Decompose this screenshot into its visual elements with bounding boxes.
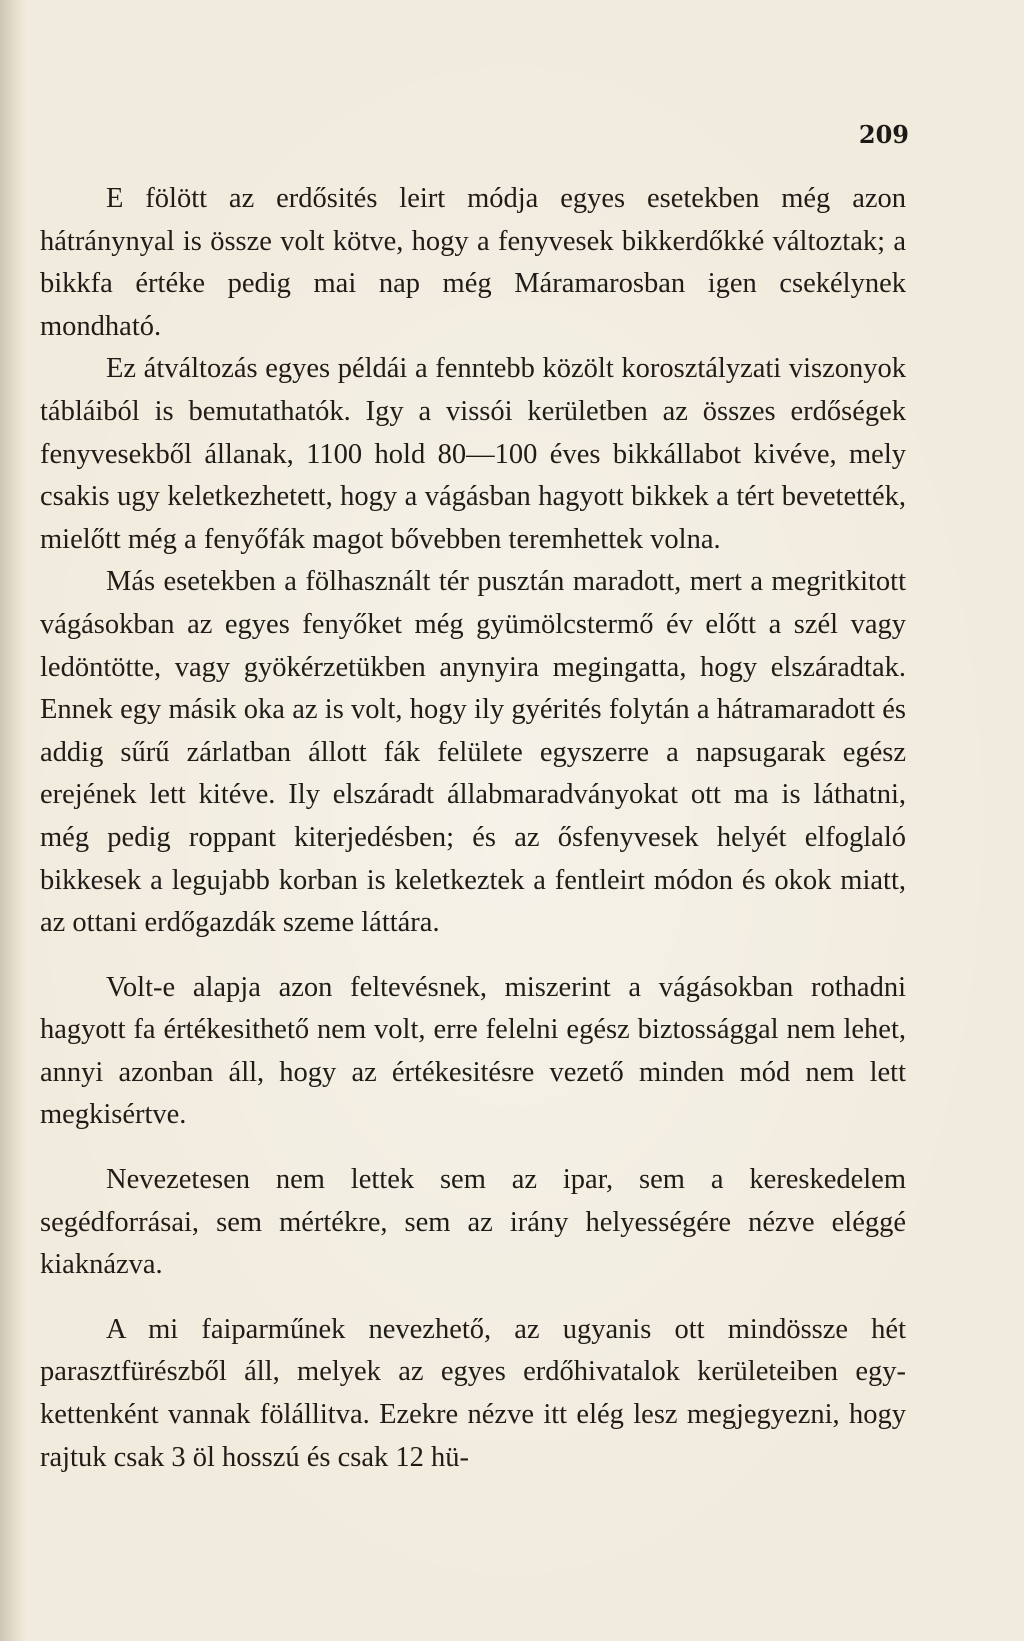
page-number: 209: [858, 120, 909, 149]
paragraph-1: E fölött az erdősités leirt módja egyes esetekben még azon hátránynyal is össze volt kötve, hogy a fenyvesek bikkerdőkké változtak; a bikkfa értéke pedig mai nap még Máramarosban igen csekélynek mondható.: [40, 183, 906, 342]
binding-gutter: [0, 0, 26, 1641]
paragraph-6: A mi faiparműnek nevezhető, az ugyanis ott mindössze hét parasztfürészből áll, melyek az egyes erdőhivatalok kerületeiben egy-kettenként vannak fölállitva. Ezekre nézve itt elég lesz megjegyezni, hogy rajtuk csak 3 öl hosszú és csak 12 hü-: [40, 1313, 906, 1473]
body-text: [40, 178, 906, 1479]
paragraph-5: Nevezetesen nem lettek sem az ipar, sem a kereskedelem segédforrásai, sem mértékre, sem az irány helyességére nézve eléggé kiaknázva.: [40, 1164, 906, 1281]
paragraph-3: Más esetekben a fölhasznált tér pusztán maradott, mert a megritkitott vágásokban az egyes fenyőket még gyümölcstermő év előtt a szél vagy ledöntötte, vagy gyökérzetükben anynyira megingatta, hogy elszáradtak. Ennek egy másik oka az is volt, hogy ily gyérités folytán a hátramaradott és addig sűrű zárlatban állott fák felülete egyszerre a napsugarak egész erejének lett kitéve. Ily elszáradt állabmaradványokat ott ma is láthatni, még pedig roppant kiterjedésben; és az ősfenyvesek helyét elfoglaló bikkesek a legujabb korban is keletkeztek a fentleirt módon és okok miatt, az ottani erdőgazdák szeme láttára.: [40, 566, 906, 939]
paragraph-2: Ez átváltozás egyes példái a fenntebb közölt korosztályzati viszonyok tábláiból is bemutathatók. Igy a vissói kerületben az összes erdőségek fenyvesekből állanak, 1100 hold 80—100 éves bikkállabot kivéve, mely csakis ugy keletkezhetett, hogy a vágásban hagyott bikkek a tért bevetették, mielőtt még a fenyőfák magot bővebben teremhettek volna.: [40, 353, 906, 555]
paragraph-4: Volt-e alapja azon feltevésnek, miszerint a vágásokban rothadni hagyott fa értékesithető nem volt, erre felelni egész biztossággal nem lehet, annyi azonban áll, hogy az értékesitésre vezető minden mód nem lett megkisértve.: [40, 971, 906, 1131]
